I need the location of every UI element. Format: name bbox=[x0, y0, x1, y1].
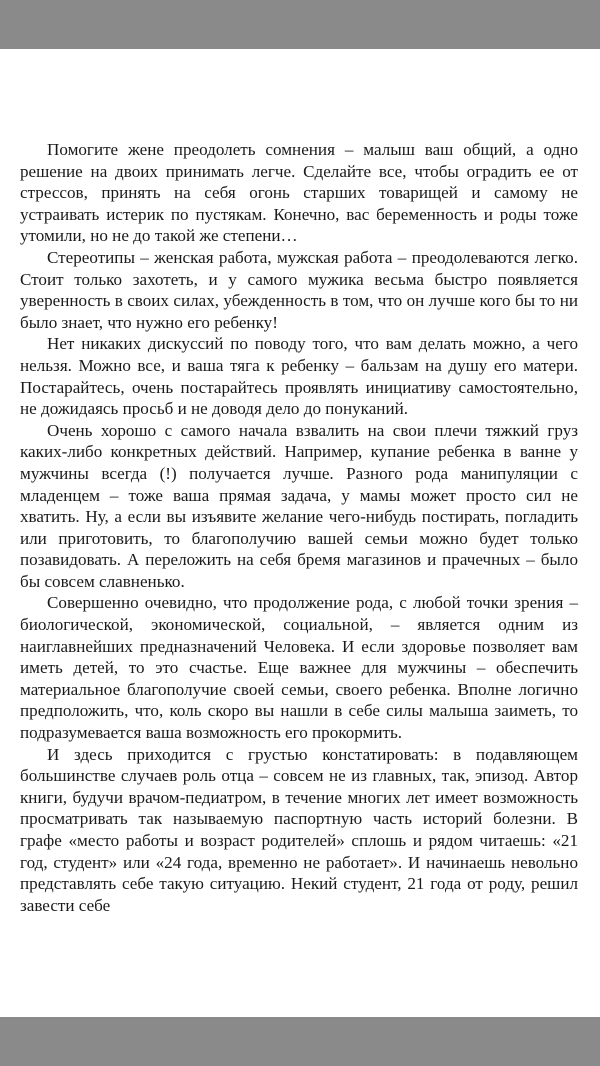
bottom-bar bbox=[0, 1017, 600, 1066]
document-text bbox=[20, 139, 578, 916]
paragraph: Нет никаких дискуссий по поводу того, что вам делать можно, а чего нельзя. Можно все, и ваша тяга к ребенку – бальзам на душу его матери. Постарайтесь, очень постарайтесь проявлять инициативу самостоятельно, не дожидаясь просьб и не доводя дело до понуканий. bbox=[20, 334, 578, 419]
paragraph: Очень хорошо с самого начала взвалить на свои плечи тяжкий груз каких-либо конкретных действий. Например, купание ребенка в ванне у мужчины всегда (!) получается лучше. Разного рода манипуляции с младенцем – тоже ваша прямая задача, у мамы может просто сил не хватить. Ну, а если вы изъявите желание чего-нибудь постирать, погладить или приготовить, то благополучию вашей семьи можно будет только позавидовать. А переложить на себя бремя магазинов и прачечных – было бы совсем славненько. bbox=[20, 420, 578, 591]
paragraph: Стереотипы – женская работа, мужская работа – преодолеваются легко. Стоит только захотеть, и у самого мужика весьма быстро появляется уверенность в своих силах, убежденность в том, что он лучше кого бы то ни было знает, что нужно его ребенку! bbox=[20, 247, 578, 332]
document-page bbox=[0, 49, 600, 1017]
paragraph: И здесь приходится с грустью констатировать: в подавляющем большинстве случаев роль отца – совсем не из главных, так, эпизод. Автор книги, будучи врачом-педиатром, в течение многих лет имеет возможность просматривать так называемую паспортную часть историй болезни. В графе «место работы и возраст родителей» сплошь и рядом читаешь: «21 год, студент» или «24 года, временно не работает». И начинаешь невольно представлять себе такую ситуацию. Некий студент, 21 года от роду, решил завести себе bbox=[20, 744, 578, 915]
paragraph: Помогите жене преодолеть сомнения – малыш ваш общий, а одно решение на двоих принимать легче. Сделайте все, чтобы оградить ее от стрессов, принять на себя огонь старших товарищей и самому не устраивать истерик по пустякам. Конечно, вас беременность и роды тоже утомили, но не до такой же степени… bbox=[20, 140, 578, 246]
top-bar bbox=[0, 0, 600, 49]
paragraph: Совершенно очевидно, что продолжение рода, с любой точки зрения – биологической, экономической, социальной, – является одним из наиглавнейших предназначений Человека. И если здоровье позволяет вам иметь детей, то это счастье. Еще важнее для мужчины – обеспечить материальное благополучие своей семьи, своего ребенка. Вполне логично предположить, что, коль скоро вы нашли в себе силы малыша заиметь, то подразумевается ваша возможность его прокормить. bbox=[20, 593, 578, 743]
